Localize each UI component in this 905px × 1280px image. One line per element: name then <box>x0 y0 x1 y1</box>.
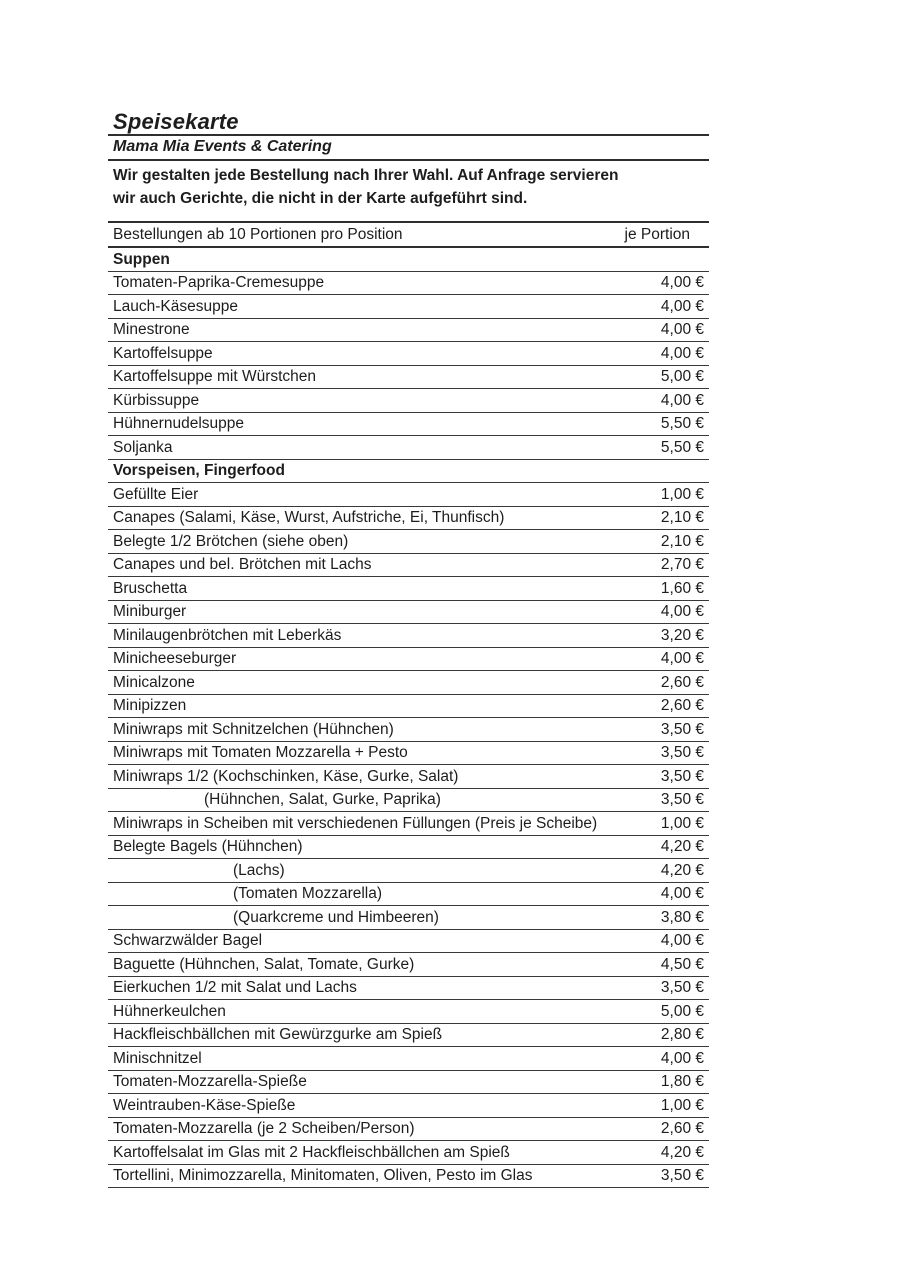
menu-item-row <box>108 1047 709 1071</box>
item-price: 3,50 € <box>660 791 704 808</box>
menu-item-row <box>108 812 709 836</box>
item-price: 1,00 € <box>660 814 704 832</box>
menu-item-row <box>108 671 709 695</box>
section-header-row <box>108 460 709 484</box>
menu-item-row <box>108 530 709 554</box>
item-name: Hühnerkeulchen <box>113 1002 226 1020</box>
menu-item-row <box>108 554 709 578</box>
menu-item-row <box>108 624 709 648</box>
menu-item-row <box>108 695 709 719</box>
item-name: (Quarkcreme und Himbeeren) <box>233 908 439 926</box>
item-name: Minipizzen <box>113 697 187 714</box>
company-name: Mama Mia Events & Catering <box>108 136 709 161</box>
item-name: Minischnitzel <box>113 1049 202 1067</box>
item-name: Gefüllte Eier <box>113 485 199 503</box>
menu-item-row <box>108 1094 709 1118</box>
item-price: 4,20 € <box>660 861 704 879</box>
item-price: 4,00 € <box>660 885 704 902</box>
item-name: Kartoffelsalat im Glas mit 2 Hackfleischbällchen am Spieß <box>113 1143 510 1161</box>
section-header-row <box>108 248 709 272</box>
item-name: Kartoffelsuppe <box>113 344 213 362</box>
item-name: Kürbissuppe <box>113 391 200 409</box>
item-price: 3,50 € <box>660 979 704 996</box>
document-content <box>108 109 709 1188</box>
item-price: 4,00 € <box>660 344 704 362</box>
item-name: Tomaten-Mozzarella (je 2 Scheiben/Person) <box>113 1120 415 1137</box>
menu-item-row <box>108 1071 709 1095</box>
item-name: Hühnernudelsuppe <box>113 415 244 432</box>
menu-table <box>108 221 709 1188</box>
table-header-price-label: je Portion <box>624 226 690 243</box>
item-price: 2,60 € <box>660 673 704 691</box>
item-name: Minicheeseburger <box>113 650 237 667</box>
item-price: 4,00 € <box>660 603 704 620</box>
item-price: 3,50 € <box>660 767 704 785</box>
menu-item-row <box>108 389 709 413</box>
item-name: Baguette (Hühnchen, Salat, Tomate, Gurke) <box>113 955 415 973</box>
item-name: Miniwraps in Scheiben mit verschiedenen Füllungen (Preis je Scheibe) <box>113 814 598 832</box>
item-name: Soljanka <box>113 438 173 456</box>
item-price: 4,00 € <box>660 321 704 338</box>
item-name: Schwarzwälder Bagel <box>113 932 263 949</box>
intro-text-line-2: wir auch Gerichte, die nicht in der Karte aufgeführt sind. <box>113 190 528 207</box>
menu-item-row <box>108 507 709 531</box>
item-name: Belegte Bagels (Hühnchen) <box>113 838 303 855</box>
menu-item-row <box>108 859 709 883</box>
item-name: Hackfleischbällchen mit Gewürzgurke am Spieß <box>113 1026 443 1043</box>
item-name: (Tomaten Mozzarella) <box>233 885 383 902</box>
item-price: 4,00 € <box>660 650 704 667</box>
item-price: 4,00 € <box>660 1049 704 1067</box>
item-price: 1,80 € <box>660 1073 704 1090</box>
item-price: 2,80 € <box>660 1026 704 1043</box>
menu-item-row <box>108 977 709 1001</box>
item-price: 4,00 € <box>660 391 704 409</box>
table-header-items-label: Bestellungen ab 10 Portionen pro Position <box>113 226 403 243</box>
item-price: 3,20 € <box>660 626 704 644</box>
item-price: 1,60 € <box>660 579 704 597</box>
item-name: Canapes (Salami, Käse, Wurst, Aufstriche, Ei, Thunfisch) <box>113 509 505 526</box>
menu-item-row <box>108 789 709 813</box>
menu-item-row <box>108 319 709 343</box>
item-price: 2,60 € <box>660 697 704 714</box>
item-price: 4,00 € <box>660 274 704 291</box>
menu-item-row <box>108 718 709 742</box>
item-name: Kartoffelsuppe mit Würstchen <box>113 368 317 385</box>
menu-item-row <box>108 413 709 437</box>
menu-item-row <box>108 883 709 907</box>
table-header-row <box>108 223 709 248</box>
item-name: (Hühnchen, Salat, Gurke, Paprika) <box>204 791 441 808</box>
menu-table-rows <box>108 248 709 1188</box>
item-name: Tomaten-Mozzarella-Spieße <box>113 1073 307 1090</box>
item-price: 5,50 € <box>660 415 704 432</box>
item-price: 3,50 € <box>660 720 704 738</box>
menu-item-row <box>108 930 709 954</box>
item-price: 2,70 € <box>660 556 704 573</box>
menu-item-row <box>108 906 709 930</box>
item-name: Minestrone <box>113 321 190 338</box>
intro-text <box>108 161 709 210</box>
item-price: 3,50 € <box>660 744 704 761</box>
item-name: Miniwraps 1/2 (Kochschinken, Käse, Gurke, Salat) <box>113 767 459 785</box>
menu-item-row <box>108 342 709 366</box>
item-name: Lauch-Käsesuppe <box>113 297 238 315</box>
section-title: Suppen <box>113 250 170 268</box>
item-name: Bruschetta <box>113 579 188 597</box>
menu-item-row <box>108 1141 709 1165</box>
menu-item-row <box>108 1000 709 1024</box>
menu-item-row <box>108 1165 709 1189</box>
item-price: 5,50 € <box>660 438 704 456</box>
item-name: Miniwraps mit Schnitzelchen (Hühnchen) <box>113 720 394 738</box>
item-price: 4,00 € <box>660 932 704 949</box>
item-price: 2,10 € <box>660 532 704 550</box>
item-name: Miniburger <box>113 603 187 620</box>
menu-item-row <box>108 1024 709 1048</box>
menu-item-row <box>108 648 709 672</box>
menu-item-row <box>108 601 709 625</box>
menu-item-row <box>108 366 709 390</box>
item-price: 3,80 € <box>660 908 704 926</box>
menu-item-row <box>108 953 709 977</box>
item-price: 4,50 € <box>660 955 704 973</box>
item-price: 4,20 € <box>660 1143 704 1161</box>
item-name: Miniwraps mit Tomaten Mozzarella + Pesto <box>113 744 408 761</box>
item-price: 5,00 € <box>660 368 704 385</box>
item-price: 2,10 € <box>660 509 704 526</box>
item-name: Minilaugenbrötchen mit Leberkäs <box>113 626 342 644</box>
item-name: Weintrauben-Käse-Spieße <box>113 1096 296 1114</box>
section-title: Vorspeisen, Fingerfood <box>113 462 285 479</box>
menu-item-row <box>108 295 709 319</box>
item-name: (Lachs) <box>233 861 285 879</box>
menu-item-row <box>108 765 709 789</box>
item-price: 4,00 € <box>660 297 704 315</box>
item-price: 3,50 € <box>660 1167 704 1184</box>
item-price: 1,00 € <box>660 1096 704 1114</box>
item-price: 4,20 € <box>660 838 704 855</box>
intro-text-line-1: Wir gestalten jede Bestellung nach Ihrer Wahl. Auf Anfrage servieren <box>113 167 619 184</box>
item-name: Eierkuchen 1/2 mit Salat und Lachs <box>113 979 357 996</box>
item-price: 5,00 € <box>660 1002 704 1020</box>
item-name: Tomaten-Paprika-Cremesuppe <box>113 274 325 291</box>
menu-item-row <box>108 436 709 460</box>
item-price: 1,00 € <box>660 485 704 503</box>
menu-item-row <box>108 836 709 860</box>
item-name: Minicalzone <box>113 673 195 691</box>
item-name: Tortellini, Minimozzarella, Minitomaten, Oliven, Pesto im Glas <box>113 1167 533 1184</box>
menu-item-row <box>108 272 709 296</box>
document-title: Speisekarte <box>108 109 709 136</box>
menu-item-row <box>108 483 709 507</box>
menu-item-row <box>108 577 709 601</box>
item-price: 2,60 € <box>660 1120 704 1137</box>
item-name: Belegte 1/2 Brötchen (siehe oben) <box>113 532 349 550</box>
menu-item-row <box>108 1118 709 1142</box>
menu-item-row <box>108 742 709 766</box>
item-name: Canapes und bel. Brötchen mit Lachs <box>113 556 372 573</box>
